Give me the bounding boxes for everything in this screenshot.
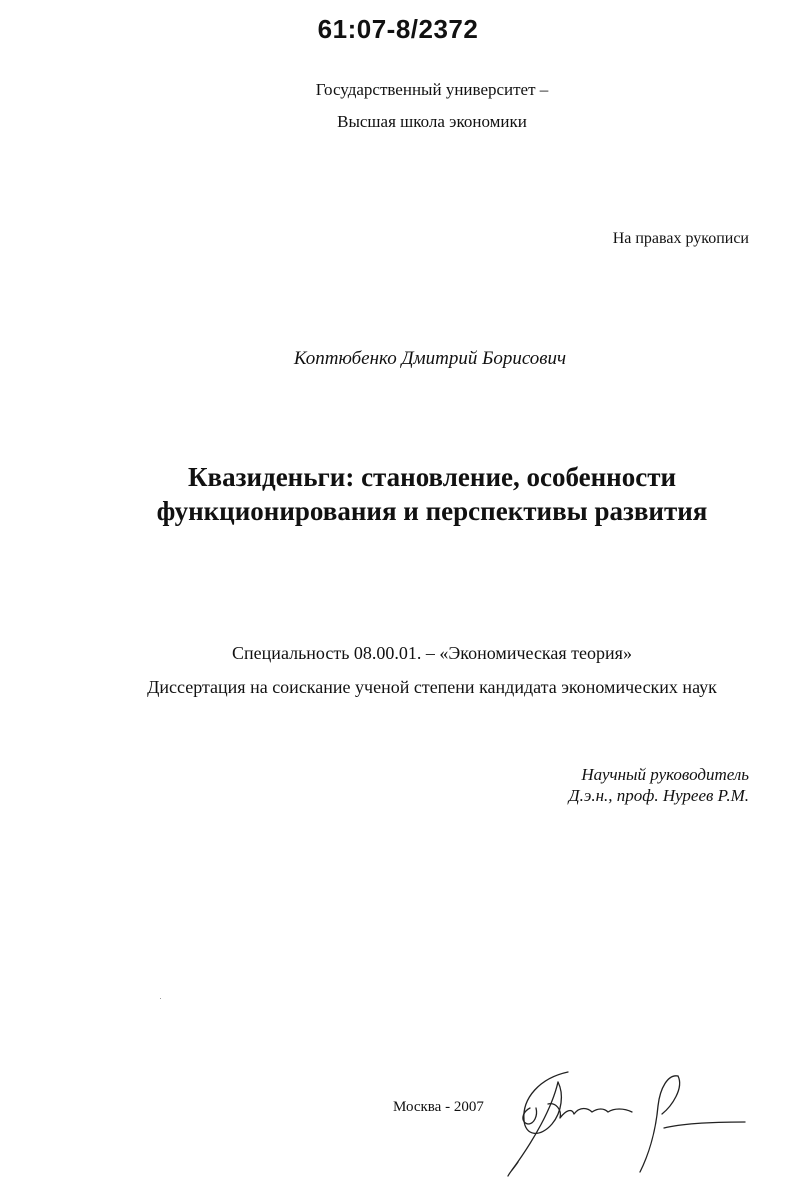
manuscript-note: На правах рукописи xyxy=(612,230,749,247)
title-line-1: Квазиденьги: становление, особенности xyxy=(187,462,677,492)
scan-speck xyxy=(160,998,161,999)
signature-icon xyxy=(500,1058,750,1183)
dissertation-title xyxy=(0,460,796,528)
advisor-name: Д.э.н., проф. Нуреев Р.М. xyxy=(568,786,749,805)
institution-line-2: Высшая школа экономики xyxy=(337,112,527,131)
advisor-role: Научный руководитель xyxy=(581,765,749,784)
title-line-2: функционирования и перспективы развития xyxy=(156,496,708,526)
degree-line: Диссертация на соискание ученой степени кандидата экономических наук xyxy=(147,677,717,697)
author-name: Коптюбенко Дмитрий Борисович xyxy=(293,348,567,369)
advisor-block xyxy=(569,764,749,806)
registry-code: 61:07-8/2372 xyxy=(317,14,479,44)
city-year: Москва - 2007 xyxy=(393,1099,484,1115)
institution-line-1: Государственный университет – xyxy=(315,80,549,99)
specialty-line: Специальность 08.00.01. – «Экономическая теория» xyxy=(232,643,632,663)
